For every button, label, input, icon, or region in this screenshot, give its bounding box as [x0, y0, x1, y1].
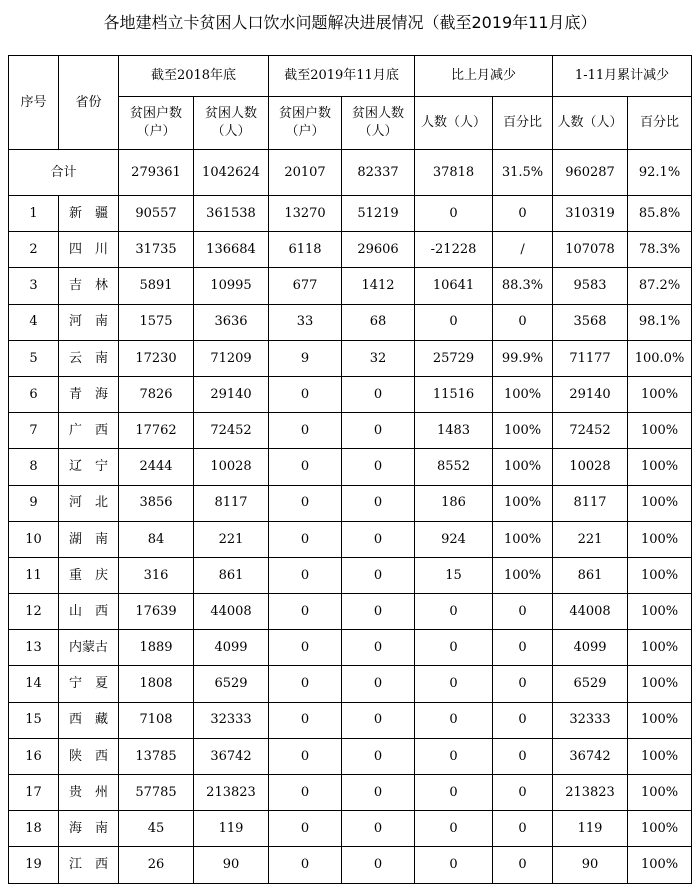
row-people-2018: 4099: [194, 630, 269, 666]
row-households-2019: 0: [269, 449, 342, 485]
row-people-2018: 3636: [194, 304, 269, 340]
row-index: 15: [9, 702, 59, 738]
row-province: 广 西: [59, 413, 119, 449]
row-ytd-pct: 100%: [628, 557, 692, 593]
row-people-2019: 32: [342, 340, 415, 376]
row-people-2018: 6529: [194, 666, 269, 702]
row-month-pct: 100%: [493, 449, 553, 485]
row-month-people: 0: [415, 702, 493, 738]
row-people-2018: 71209: [194, 340, 269, 376]
row-households-2018: 84: [119, 521, 194, 557]
row-households-2019: 13270: [269, 196, 342, 232]
row-people-2018: 90: [194, 847, 269, 883]
header-group-2019: 截至2019年11月底: [269, 56, 415, 97]
row-people-2018: 136684: [194, 232, 269, 268]
row-month-people: 0: [415, 196, 493, 232]
row-month-pct: 0: [493, 738, 553, 774]
row-households-2018: 90557: [119, 196, 194, 232]
row-people-2019: 0: [342, 738, 415, 774]
header-index: 序号: [9, 56, 59, 150]
row-ytd-pct: 100%: [628, 521, 692, 557]
row-households-2018: 3856: [119, 485, 194, 521]
row-ytd-pct: 78.3%: [628, 232, 692, 268]
header-people-2018: 贫困人数（人）: [194, 97, 269, 150]
row-ytd-pct: 98.1%: [628, 304, 692, 340]
row-ytd-pct: 100.0%: [628, 340, 692, 376]
table-row: [9, 485, 692, 521]
total-month-pct: 31.5%: [493, 150, 553, 196]
total-row: [9, 150, 692, 196]
row-ytd-people: 6529: [553, 666, 628, 702]
row-households-2019: 0: [269, 376, 342, 412]
header-month-pct: 百分比: [493, 97, 553, 150]
row-ytd-people: 32333: [553, 702, 628, 738]
row-province: 西 藏: [59, 702, 119, 738]
row-ytd-pct: 100%: [628, 594, 692, 630]
row-people-2018: 36742: [194, 738, 269, 774]
row-index: 11: [9, 557, 59, 593]
table-row: [9, 775, 692, 811]
row-households-2019: 9: [269, 340, 342, 376]
total-people-2018: 1042624: [194, 150, 269, 196]
row-province: 陕 西: [59, 738, 119, 774]
table-row: [9, 847, 692, 883]
row-month-pct: 0: [493, 811, 553, 847]
row-people-2019: 0: [342, 811, 415, 847]
row-people-2019: 0: [342, 630, 415, 666]
row-month-people: 0: [415, 594, 493, 630]
row-month-people: 8552: [415, 449, 493, 485]
row-month-people: 0: [415, 847, 493, 883]
row-month-people: 11516: [415, 376, 493, 412]
header-month-people: 人数（人）: [415, 97, 493, 150]
row-ytd-pct: 100%: [628, 738, 692, 774]
row-ytd-people: 8117: [553, 485, 628, 521]
row-index: 14: [9, 666, 59, 702]
row-month-people: 0: [415, 775, 493, 811]
row-households-2018: 7826: [119, 376, 194, 412]
row-households-2018: 17762: [119, 413, 194, 449]
row-month-pct: 0: [493, 702, 553, 738]
row-month-people: 186: [415, 485, 493, 521]
row-month-people: 1483: [415, 413, 493, 449]
row-people-2018: 8117: [194, 485, 269, 521]
row-households-2019: 33: [269, 304, 342, 340]
row-month-pct: 0: [493, 304, 553, 340]
row-province: 青 海: [59, 376, 119, 412]
row-month-pct: 0: [493, 630, 553, 666]
row-households-2019: 0: [269, 594, 342, 630]
row-month-pct: 100%: [493, 485, 553, 521]
row-index: 18: [9, 811, 59, 847]
header-row-1: [9, 56, 692, 97]
row-province: 河 北: [59, 485, 119, 521]
row-index: 6: [9, 376, 59, 412]
row-index: 12: [9, 594, 59, 630]
row-households-2019: 0: [269, 521, 342, 557]
row-households-2019: 0: [269, 557, 342, 593]
row-province: 山 西: [59, 594, 119, 630]
row-households-2019: 0: [269, 666, 342, 702]
row-ytd-people: 29140: [553, 376, 628, 412]
row-people-2019: 0: [342, 847, 415, 883]
table-row: [9, 304, 692, 340]
table-row: [9, 557, 692, 593]
row-households-2018: 26: [119, 847, 194, 883]
row-index: 16: [9, 738, 59, 774]
row-index: 13: [9, 630, 59, 666]
table-row: [9, 413, 692, 449]
row-people-2019: 0: [342, 485, 415, 521]
row-households-2019: 0: [269, 485, 342, 521]
row-people-2019: 0: [342, 557, 415, 593]
row-ytd-pct: 100%: [628, 485, 692, 521]
total-households-2019: 20107: [269, 150, 342, 196]
header-province: 省份: [59, 56, 119, 150]
table-row: [9, 811, 692, 847]
row-people-2019: 68: [342, 304, 415, 340]
row-ytd-people: 36742: [553, 738, 628, 774]
row-ytd-people: 4099: [553, 630, 628, 666]
header-group-2018: 截至2018年底: [119, 56, 269, 97]
row-people-2019: 51219: [342, 196, 415, 232]
row-index: 9: [9, 485, 59, 521]
row-province: 内蒙古: [59, 630, 119, 666]
total-ytd-people: 960287: [553, 150, 628, 196]
row-people-2018: 72452: [194, 413, 269, 449]
row-people-2018: 44008: [194, 594, 269, 630]
row-ytd-people: 310319: [553, 196, 628, 232]
row-people-2019: 1412: [342, 268, 415, 304]
row-ytd-people: 119: [553, 811, 628, 847]
row-index: 3: [9, 268, 59, 304]
row-month-people: 15: [415, 557, 493, 593]
row-households-2018: 17639: [119, 594, 194, 630]
row-month-people: 0: [415, 666, 493, 702]
table-row: [9, 449, 692, 485]
row-ytd-people: 221: [553, 521, 628, 557]
row-people-2019: 0: [342, 376, 415, 412]
row-ytd-people: 3568: [553, 304, 628, 340]
row-month-pct: 100%: [493, 376, 553, 412]
row-households-2019: 0: [269, 630, 342, 666]
row-households-2018: 17230: [119, 340, 194, 376]
row-ytd-people: 72452: [553, 413, 628, 449]
row-month-people: 0: [415, 630, 493, 666]
table-row: [9, 702, 692, 738]
row-people-2019: 29606: [342, 232, 415, 268]
row-people-2018: 221: [194, 521, 269, 557]
row-month-people: -21228: [415, 232, 493, 268]
row-ytd-people: 90: [553, 847, 628, 883]
row-ytd-pct: 100%: [628, 630, 692, 666]
row-people-2018: 10028: [194, 449, 269, 485]
row-ytd-people: 44008: [553, 594, 628, 630]
row-province: 四 川: [59, 232, 119, 268]
row-people-2019: 0: [342, 449, 415, 485]
row-people-2019: 0: [342, 666, 415, 702]
row-households-2018: 1889: [119, 630, 194, 666]
row-ytd-pct: 100%: [628, 376, 692, 412]
row-people-2018: 10995: [194, 268, 269, 304]
row-province: 辽 宁: [59, 449, 119, 485]
header-households-2019: 贫困户数（户）: [269, 97, 342, 150]
row-index: 7: [9, 413, 59, 449]
row-households-2018: 1808: [119, 666, 194, 702]
table-row: [9, 594, 692, 630]
row-people-2018: 32333: [194, 702, 269, 738]
table-row: [9, 630, 692, 666]
progress-table: [8, 55, 692, 884]
row-households-2019: 0: [269, 702, 342, 738]
row-index: 5: [9, 340, 59, 376]
row-ytd-pct: 100%: [628, 702, 692, 738]
row-index: 10: [9, 521, 59, 557]
row-people-2019: 0: [342, 775, 415, 811]
row-households-2019: 6118: [269, 232, 342, 268]
page-title: 各地建档立卡贫困人口饮水问题解决进展情况（截至2019年11月底）: [103, 13, 597, 32]
row-people-2018: 119: [194, 811, 269, 847]
table-row: [9, 340, 692, 376]
row-ytd-people: 213823: [553, 775, 628, 811]
row-month-pct: 100%: [493, 413, 553, 449]
row-index: 17: [9, 775, 59, 811]
table-row: [9, 738, 692, 774]
row-month-people: 10641: [415, 268, 493, 304]
row-month-pct: 100%: [493, 521, 553, 557]
row-month-pct: 0: [493, 666, 553, 702]
row-households-2019: 677: [269, 268, 342, 304]
row-households-2019: 0: [269, 413, 342, 449]
header-ytd-pct: 百分比: [628, 97, 692, 150]
row-ytd-people: 107078: [553, 232, 628, 268]
row-ytd-pct: 100%: [628, 413, 692, 449]
row-ytd-pct: 100%: [628, 847, 692, 883]
row-people-2018: 361538: [194, 196, 269, 232]
row-index: 19: [9, 847, 59, 883]
row-province: 吉 林: [59, 268, 119, 304]
row-people-2018: 213823: [194, 775, 269, 811]
row-month-pct: 99.9%: [493, 340, 553, 376]
row-households-2018: 5891: [119, 268, 194, 304]
row-ytd-people: 861: [553, 557, 628, 593]
row-people-2019: 0: [342, 521, 415, 557]
row-ytd-people: 71177: [553, 340, 628, 376]
row-households-2019: 0: [269, 738, 342, 774]
row-ytd-pct: 100%: [628, 449, 692, 485]
row-ytd-pct: 100%: [628, 666, 692, 702]
row-households-2019: 0: [269, 775, 342, 811]
header-group-ytd: 1-11月累计减少: [553, 56, 692, 97]
row-month-people: 0: [415, 738, 493, 774]
row-month-pct: 0: [493, 594, 553, 630]
row-ytd-pct: 87.2%: [628, 268, 692, 304]
row-ytd-pct: 100%: [628, 811, 692, 847]
table-row: [9, 196, 692, 232]
row-month-pct: 0: [493, 775, 553, 811]
total-label: 合计: [9, 150, 119, 196]
row-province: 江 西: [59, 847, 119, 883]
row-households-2018: 7108: [119, 702, 194, 738]
total-month-people: 37818: [415, 150, 493, 196]
row-households-2019: 0: [269, 847, 342, 883]
row-households-2018: 1575: [119, 304, 194, 340]
row-month-pct: 0: [493, 196, 553, 232]
table-row: [9, 376, 692, 412]
row-people-2018: 29140: [194, 376, 269, 412]
total-people-2019: 82337: [342, 150, 415, 196]
row-households-2018: 316: [119, 557, 194, 593]
row-ytd-pct: 100%: [628, 775, 692, 811]
row-month-people: 0: [415, 304, 493, 340]
row-index: 2: [9, 232, 59, 268]
row-month-pct: 88.3%: [493, 268, 553, 304]
row-province: 重 庆: [59, 557, 119, 593]
row-month-pct: 100%: [493, 557, 553, 593]
row-month-people: 924: [415, 521, 493, 557]
row-households-2018: 2444: [119, 449, 194, 485]
row-province: 云 南: [59, 340, 119, 376]
row-month-pct: 0: [493, 847, 553, 883]
row-people-2018: 861: [194, 557, 269, 593]
row-province: 海 南: [59, 811, 119, 847]
row-people-2019: 0: [342, 594, 415, 630]
table-row: [9, 666, 692, 702]
row-ytd-people: 10028: [553, 449, 628, 485]
total-ytd-pct: 92.1%: [628, 150, 692, 196]
row-households-2018: 31735: [119, 232, 194, 268]
table-row: [9, 268, 692, 304]
row-province: 河 南: [59, 304, 119, 340]
row-month-people: 25729: [415, 340, 493, 376]
row-households-2018: 57785: [119, 775, 194, 811]
row-province: 湖 南: [59, 521, 119, 557]
header-households-2018: 贫困户数（户）: [119, 97, 194, 150]
row-ytd-people: 9583: [553, 268, 628, 304]
table-row: [9, 232, 692, 268]
row-index: 1: [9, 196, 59, 232]
row-ytd-pct: 85.8%: [628, 196, 692, 232]
row-people-2019: 0: [342, 702, 415, 738]
row-index: 4: [9, 304, 59, 340]
row-index: 8: [9, 449, 59, 485]
row-households-2019: 0: [269, 811, 342, 847]
table-row: [9, 521, 692, 557]
row-month-people: 0: [415, 811, 493, 847]
row-province: 宁 夏: [59, 666, 119, 702]
row-households-2018: 13785: [119, 738, 194, 774]
row-month-pct: /: [493, 232, 553, 268]
row-province: 新 疆: [59, 196, 119, 232]
row-households-2018: 45: [119, 811, 194, 847]
row-province: 贵 州: [59, 775, 119, 811]
header-group-month: 比上月减少: [415, 56, 553, 97]
header-ytd-people: 人数（人）: [553, 97, 628, 150]
total-households-2018: 279361: [119, 150, 194, 196]
row-people-2019: 0: [342, 413, 415, 449]
header-people-2019: 贫困人数（人）: [342, 97, 415, 150]
